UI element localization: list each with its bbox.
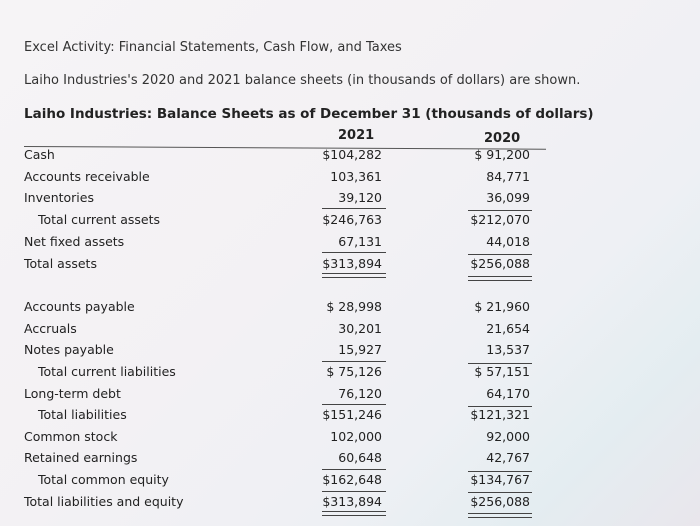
value-2020: 21,654 [486,321,530,336]
total-double-rule [468,513,532,518]
table-row [0,169,700,189]
row-label: Net fixed assets [24,234,125,249]
value-2021: 67,131 [338,234,382,249]
column-header-2020: 2020 [484,131,521,146]
table-row [0,212,700,232]
row-label: Total common equity [38,472,169,487]
table-row [0,299,700,319]
row-label: Retained earnings [24,450,138,465]
row-label: Long-term debt [24,386,121,401]
row-label: Accruals [24,321,77,336]
table-row [0,190,700,210]
subtotal-rule [468,254,532,255]
table-row [0,364,700,384]
row-label: Accounts receivable [24,169,150,184]
value-2020: $256,088 [470,256,530,271]
value-2021: $ 75,126 [326,364,382,379]
value-2020: $134,767 [470,472,530,487]
row-label: Total current liabilities [38,364,176,379]
value-2020: 42,767 [486,450,530,465]
row-label: Notes payable [24,342,114,357]
table-row [0,429,700,449]
value-2020: $121,321 [470,407,530,422]
value-2020: 36,099 [486,190,530,205]
subtotal-rule [322,404,386,405]
value-2020: 13,537 [486,342,530,357]
table-row [0,321,700,341]
row-label: Accounts payable [24,299,135,314]
column-header-2021: 2021 [338,128,375,143]
value-2021: 60,648 [338,450,382,465]
table-row [0,472,700,492]
table-row [0,147,700,167]
table-row [0,386,700,406]
value-2021: $313,894 [322,494,382,509]
table-row [0,342,700,362]
table-row [0,407,700,427]
table-row [0,450,700,470]
value-2021: 30,201 [338,321,382,336]
value-2020: $256,088 [470,494,530,509]
row-label: Cash [24,147,55,162]
value-2021: $246,763 [322,212,382,227]
total-double-rule [468,276,532,281]
subtotal-rule [322,252,386,253]
subtotal-rule [322,361,386,362]
table-row [0,234,700,254]
subtotal-rule [468,492,532,493]
subtotal-rule [322,491,386,492]
value-2021: 103,361 [330,169,382,184]
value-2021: $151,246 [322,407,382,422]
value-2020: $212,070 [470,212,530,227]
value-2021: 39,120 [338,190,382,205]
value-2020: 44,018 [486,234,530,249]
value-2020: $ 21,960 [474,299,530,314]
value-2020: $ 57,151 [474,364,530,379]
intro-text: Laiho Industries's 2020 and 2021 balance sheets (in thousands of dollars) are shown. [24,73,581,88]
value-2020: 64,170 [486,386,530,401]
value-2021: $162,648 [322,472,382,487]
value-2021: 76,120 [338,386,382,401]
subtotal-rule [322,208,386,209]
row-label: Inventories [24,190,94,205]
subtotal-rule [468,210,532,211]
row-label: Total liabilities [38,407,127,422]
value-2021: $104,282 [322,147,382,162]
value-2020: $ 91,200 [474,147,530,162]
total-double-rule [322,511,386,516]
row-label: Total assets [24,256,97,271]
row-label: Common stock [24,429,118,444]
row-label: Total liabilities and equity [24,494,184,509]
activity-heading: Excel Activity: Financial Statements, Cash Flow, and Taxes [24,40,402,55]
value-2021: 102,000 [330,429,382,444]
value-2021: $313,894 [322,256,382,271]
value-2021: $ 28,998 [326,299,382,314]
row-label: Total current assets [38,212,161,227]
total-double-rule [322,273,386,278]
table-title: Laiho Industries: Balance Sheets as of December 31 (thousands of dollars) [24,106,594,122]
value-2021: 15,927 [338,342,382,357]
value-2020: 92,000 [486,429,530,444]
value-2020: 84,771 [486,169,530,184]
subtotal-rule [322,469,386,470]
